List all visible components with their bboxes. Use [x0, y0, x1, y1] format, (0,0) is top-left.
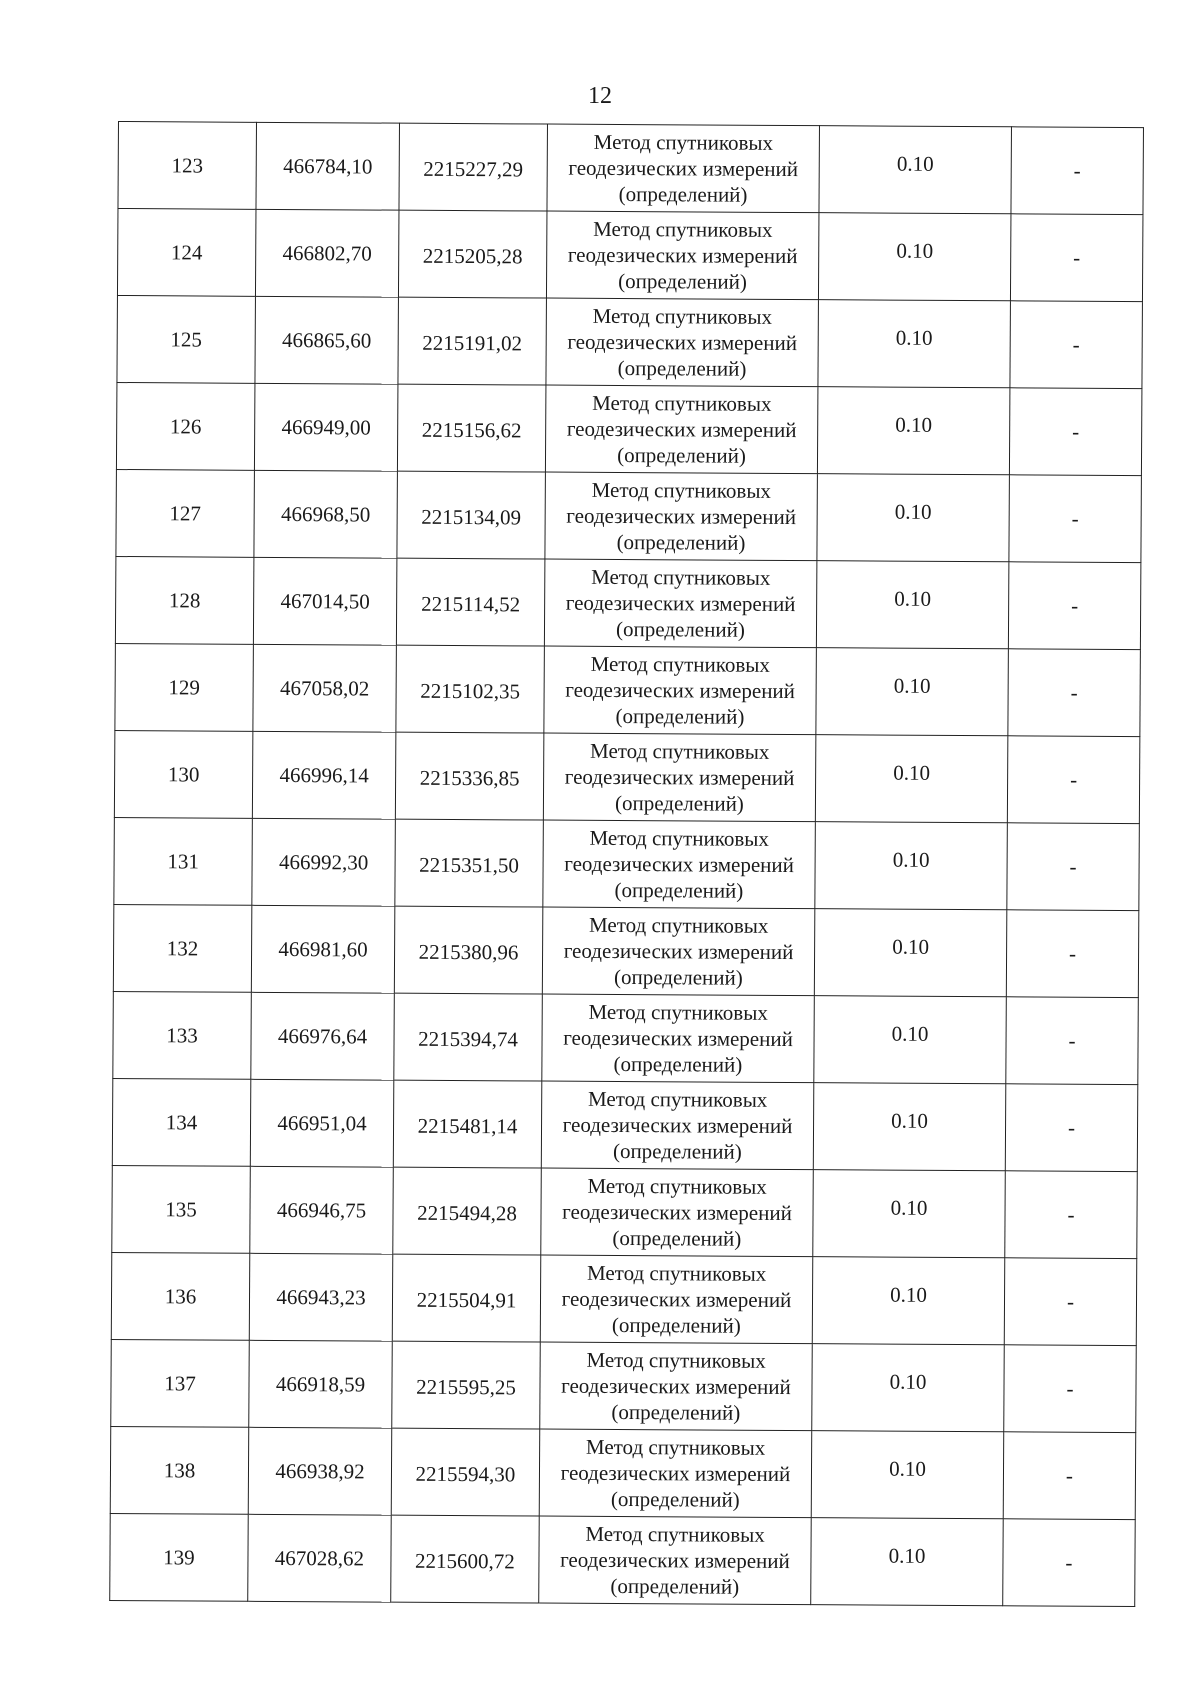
- point-number-cell-text: 135: [165, 1197, 197, 1222]
- x-coordinate-cell-text: 467028,62: [274, 1545, 365, 1571]
- extra-cell: [1004, 1258, 1137, 1346]
- x-coordinate-cell: [253, 644, 397, 732]
- extra-cell: [1006, 997, 1139, 1085]
- extra-cell: [1010, 301, 1143, 389]
- point-number-cell: [117, 295, 256, 383]
- method-cell-text: Метод спутниковых геодезических измерений (определений): [567, 216, 798, 294]
- table-row: [115, 643, 1140, 736]
- point-number-cell-text: 123: [171, 153, 204, 178]
- point-number-cell: [115, 556, 254, 644]
- table-row: [110, 1426, 1135, 1519]
- extra-cell-text: -: [1067, 1202, 1075, 1227]
- x-coordinate-cell-text: 466802,70: [282, 240, 372, 266]
- accuracy-cell-text: 0.10: [893, 673, 931, 698]
- x-coordinate-cell-text: 466784,10: [283, 153, 373, 179]
- extra-cell: [1009, 388, 1142, 476]
- method-cell-text: Метод спутниковых геодезических измерений (определений): [563, 999, 793, 1077]
- method-cell: [544, 559, 817, 648]
- x-coordinate-cell: [254, 470, 398, 558]
- extra-cell-text: -: [1069, 854, 1077, 879]
- method-cell-text: Метод спутниковых геодезических измерений (определений): [561, 1260, 792, 1338]
- x-coordinate-cell: [251, 992, 395, 1080]
- y-coordinate-cell-text: 2215380,96: [418, 939, 519, 965]
- coordinates-table-wrapper: [109, 121, 1143, 1607]
- extra-cell-text: -: [1073, 245, 1081, 270]
- extra-cell: [1003, 1432, 1136, 1520]
- method-cell: [542, 907, 815, 996]
- method-cell: [541, 1081, 814, 1170]
- accuracy-cell-text: 0.10: [889, 1456, 926, 1481]
- y-coordinate-cell-text: 2215481,14: [417, 1113, 518, 1139]
- point-number-cell-text: 126: [169, 414, 202, 439]
- point-number-cell: [111, 1339, 250, 1427]
- extra-cell-text: -: [1065, 1463, 1074, 1488]
- extra-cell-text: -: [1071, 593, 1079, 618]
- table-row: [114, 817, 1139, 910]
- extra-cell-text: -: [1068, 1028, 1076, 1053]
- y-coordinate-cell-text: 2215504,91: [416, 1287, 517, 1313]
- extra-cell-text: -: [1070, 767, 1078, 792]
- accuracy-cell-text: 0.10: [891, 1021, 929, 1046]
- point-number-cell-text: 131: [167, 849, 199, 874]
- x-coordinate-cell: [255, 209, 399, 297]
- table-row: [113, 904, 1138, 997]
- y-coordinate-cell: [397, 384, 546, 472]
- x-coordinate-cell-text: 466968,50: [280, 501, 371, 527]
- x-coordinate-cell-text: 466951,04: [277, 1110, 367, 1136]
- y-coordinate-cell: [393, 1080, 542, 1168]
- y-coordinate-cell: [393, 1167, 542, 1255]
- method-cell: [546, 211, 819, 300]
- x-coordinate-cell: [250, 1166, 394, 1254]
- point-number-cell-text: 137: [164, 1371, 196, 1396]
- accuracy-cell: [815, 735, 1008, 823]
- x-coordinate-cell-text: 466943,23: [276, 1284, 366, 1310]
- extra-cell-text: -: [1066, 1376, 1074, 1401]
- y-coordinate-cell-text: 2215156,62: [421, 417, 522, 443]
- extra-cell: [1011, 127, 1144, 215]
- y-coordinate-cell-text: 2215114,52: [421, 591, 521, 617]
- table-row: [114, 730, 1139, 823]
- extra-cell-text: -: [1072, 332, 1080, 357]
- point-number-cell: [112, 1078, 251, 1166]
- accuracy-cell: [817, 387, 1010, 475]
- x-coordinate-cell-text: 467058,02: [279, 675, 370, 701]
- table-row: [112, 1165, 1137, 1258]
- point-number-cell: [110, 1426, 249, 1514]
- method-cell-text: Метод спутниковых геодезических измерений (определений): [567, 303, 798, 381]
- x-coordinate-cell-text: 466976,64: [277, 1023, 368, 1049]
- x-coordinate-cell-text: 466918,59: [275, 1371, 366, 1397]
- extra-cell: [1008, 562, 1141, 650]
- x-coordinate-cell: [251, 905, 395, 993]
- extra-cell: [1005, 1171, 1138, 1259]
- table-row: [111, 1339, 1136, 1432]
- point-number-cell: [112, 1165, 251, 1253]
- y-coordinate-cell-text: 2215102,35: [420, 678, 521, 704]
- extra-cell-text: -: [1070, 680, 1078, 705]
- accuracy-cell-text: 0.10: [892, 847, 930, 872]
- method-cell-text: Метод спутниковых геодезических измерений (определений): [563, 912, 794, 990]
- point-number-cell-text: 136: [164, 1284, 197, 1309]
- accuracy-cell-text: 0.10: [891, 1108, 929, 1133]
- x-coordinate-cell: [252, 818, 396, 906]
- table-row: [116, 382, 1141, 475]
- point-number-cell-text: 139: [163, 1545, 195, 1570]
- table-row: [116, 469, 1141, 562]
- accuracy-cell: [816, 561, 1009, 649]
- method-cell-text: Метод спутниковых геодезических измерений (определений): [564, 738, 795, 816]
- y-coordinate-cell: [394, 906, 543, 994]
- y-coordinate-cell: [394, 993, 543, 1081]
- point-number-cell: [113, 904, 252, 992]
- extra-cell: [1008, 649, 1141, 737]
- point-number-cell-text: 129: [168, 675, 200, 700]
- accuracy-cell-text: 0.10: [896, 151, 934, 176]
- accuracy-cell-text: 0.10: [890, 1282, 927, 1307]
- extra-cell-text: -: [1073, 158, 1081, 183]
- accuracy-cell: [817, 474, 1010, 562]
- y-coordinate-cell-text: 2215394,74: [418, 1026, 519, 1052]
- method-cell: [541, 1168, 814, 1257]
- table-row: [115, 556, 1140, 649]
- accuracy-cell-text: 0.10: [895, 412, 933, 437]
- y-coordinate-cell-text: 2215351,50: [419, 852, 520, 878]
- method-cell: [543, 820, 816, 909]
- accuracy-cell-text: 0.10: [895, 325, 933, 350]
- y-coordinate-cell-text: 2215595,25: [416, 1374, 516, 1400]
- y-coordinate-cell: [392, 1341, 541, 1429]
- table-row: [111, 1252, 1136, 1345]
- point-number-cell-text: 124: [170, 240, 203, 265]
- x-coordinate-cell-text: 466865,60: [282, 327, 372, 353]
- y-coordinate-cell-text: 2215134,09: [421, 504, 522, 530]
- accuracy-cell-text: 0.10: [892, 934, 930, 959]
- accuracy-cell: [812, 1344, 1005, 1432]
- extra-cell: [1007, 823, 1140, 911]
- extra-cell-text: -: [1071, 506, 1079, 531]
- coordinates-table-body: [110, 122, 1144, 1607]
- accuracy-cell: [818, 300, 1011, 388]
- y-coordinate-cell: [395, 732, 544, 820]
- method-cell-text: Метод спутниковых геодезических измерений (определений): [565, 651, 796, 729]
- table-row: [117, 295, 1142, 388]
- x-coordinate-cell: [254, 383, 398, 471]
- point-number-cell-text: 127: [169, 501, 201, 526]
- point-number-cell: [116, 382, 255, 470]
- page-number: 12: [588, 83, 612, 109]
- point-number-cell-text: 133: [166, 1023, 198, 1048]
- extra-cell: [1007, 736, 1140, 824]
- x-coordinate-cell: [249, 1253, 393, 1341]
- point-number-cell: [116, 469, 255, 557]
- coordinates-table: [109, 121, 1144, 1607]
- extra-cell-text: -: [1066, 1289, 1075, 1314]
- method-cell: [539, 1429, 812, 1518]
- method-cell: [545, 385, 818, 474]
- accuracy-cell: [813, 1170, 1006, 1258]
- extra-cell: [1010, 214, 1143, 302]
- point-number-cell: [114, 730, 253, 818]
- table-row: [112, 1078, 1137, 1171]
- method-cell: [546, 298, 819, 387]
- method-cell-text: Метод спутниковых геодезических измерений (определений): [562, 1173, 792, 1251]
- method-cell: [540, 1342, 813, 1431]
- point-number-cell-text: 134: [165, 1110, 198, 1135]
- point-number-cell: [117, 209, 256, 297]
- y-coordinate-cell: [398, 297, 547, 385]
- method-cell-text: Метод спутниковых геодезических измерений (определений): [564, 825, 794, 903]
- x-coordinate-cell-text: 466996,14: [279, 762, 369, 788]
- y-coordinate-cell: [399, 123, 548, 211]
- accuracy-cell-text: 0.10: [894, 499, 932, 524]
- accuracy-cell: [811, 1518, 1004, 1606]
- x-coordinate-cell-text: 466938,92: [275, 1458, 365, 1484]
- point-number-cell-text: 138: [163, 1458, 196, 1483]
- point-number-cell-text: 128: [168, 588, 201, 613]
- method-cell: [543, 733, 816, 822]
- point-number-cell: [111, 1252, 250, 1340]
- y-coordinate-cell: [391, 1428, 540, 1516]
- extra-cell-text: -: [1069, 941, 1077, 966]
- y-coordinate-cell: [396, 558, 545, 646]
- y-coordinate-cell: [398, 210, 547, 298]
- method-cell: [539, 1516, 812, 1605]
- y-coordinate-cell-text: 2215227,29: [423, 156, 524, 182]
- method-cell-text: Метод спутниковых геодезических измерений (определений): [562, 1086, 793, 1164]
- y-coordinate-cell-text: 2215594,30: [415, 1461, 516, 1487]
- extra-cell: [1004, 1345, 1137, 1433]
- accuracy-cell: [819, 126, 1012, 214]
- x-coordinate-cell: [248, 1427, 392, 1515]
- method-cell-text: Метод спутниковых геодезических измерений (определений): [561, 1347, 791, 1425]
- method-cell-text: Метод спутниковых геодезических измерений (определений): [566, 390, 797, 468]
- x-coordinate-cell-text: 466949,00: [281, 414, 371, 440]
- accuracy-cell: [814, 909, 1007, 997]
- y-coordinate-cell-text: 2215600,72: [415, 1548, 515, 1574]
- accuracy-cell: [811, 1431, 1004, 1519]
- accuracy-cell-text: 0.10: [894, 586, 932, 611]
- method-cell: [545, 472, 818, 561]
- x-coordinate-cell-text: 466992,30: [278, 849, 369, 875]
- y-coordinate-cell: [397, 471, 546, 559]
- method-cell: [542, 994, 815, 1083]
- method-cell-text: Метод спутниковых геодезических измерений (определений): [560, 1434, 791, 1512]
- point-number-cell: [115, 643, 254, 731]
- y-coordinate-cell: [391, 1515, 540, 1603]
- table-row: [118, 122, 1143, 215]
- point-number-cell-text: 130: [167, 762, 200, 787]
- x-coordinate-cell-text: 466981,60: [278, 936, 368, 962]
- accuracy-cell-text: 0.10: [893, 760, 931, 785]
- y-coordinate-cell-text: 2215205,28: [422, 243, 523, 269]
- point-number-cell-text: 132: [166, 936, 199, 961]
- x-coordinate-cell: [248, 1514, 392, 1602]
- x-coordinate-cell: [252, 731, 396, 819]
- y-coordinate-cell-text: 2215336,85: [419, 765, 520, 791]
- y-coordinate-cell: [396, 645, 545, 733]
- table-row: [113, 991, 1138, 1084]
- extra-cell-text: -: [1072, 419, 1080, 444]
- table-row: [117, 209, 1142, 302]
- extra-cell: [1009, 475, 1142, 563]
- accuracy-cell-text: 0.10: [896, 238, 934, 263]
- point-number-cell: [118, 122, 257, 210]
- x-coordinate-cell: [256, 122, 400, 210]
- method-cell-text: Метод спутниковых геодезических измерений (определений): [565, 564, 796, 642]
- accuracy-cell-text: 0.10: [890, 1195, 928, 1220]
- accuracy-cell: [814, 996, 1007, 1084]
- point-number-cell: [110, 1513, 249, 1601]
- x-coordinate-cell: [255, 296, 399, 384]
- extra-cell: [1003, 1519, 1136, 1607]
- y-coordinate-cell-text: 2215494,28: [417, 1200, 517, 1226]
- method-cell-text: Метод спутниковых геодезических измерений (определений): [560, 1521, 790, 1599]
- extra-cell-text: -: [1065, 1550, 1073, 1575]
- point-number-cell: [114, 817, 253, 905]
- table-row: [110, 1513, 1135, 1606]
- accuracy-cell: [813, 1083, 1006, 1171]
- method-cell: [547, 124, 820, 213]
- accuracy-cell-text: 0.10: [889, 1369, 927, 1394]
- method-cell: [544, 646, 817, 735]
- point-number-cell: [113, 991, 252, 1079]
- accuracy-cell: [812, 1257, 1005, 1345]
- extra-cell: [1005, 1084, 1138, 1172]
- accuracy-cell-text: 0.10: [888, 1543, 926, 1568]
- x-coordinate-cell: [250, 1079, 394, 1167]
- accuracy-cell: [818, 213, 1011, 301]
- x-coordinate-cell: [249, 1340, 393, 1428]
- x-coordinate-cell: [253, 557, 397, 645]
- extra-cell: [1006, 910, 1139, 998]
- method-cell: [540, 1255, 813, 1344]
- method-cell-text: Метод спутниковых геодезических измерений (определений): [566, 477, 797, 555]
- accuracy-cell: [815, 822, 1008, 910]
- y-coordinate-cell: [392, 1254, 541, 1342]
- x-coordinate-cell-text: 467014,50: [280, 588, 370, 614]
- y-coordinate-cell: [395, 819, 544, 907]
- x-coordinate-cell-text: 466946,75: [276, 1197, 367, 1223]
- method-cell-text: Метод спутниковых геодезических измерений (определений): [568, 129, 799, 207]
- point-number-cell-text: 125: [170, 327, 203, 352]
- extra-cell-text: -: [1067, 1115, 1076, 1140]
- accuracy-cell: [816, 648, 1009, 736]
- y-coordinate-cell-text: 2215191,02: [422, 330, 523, 356]
